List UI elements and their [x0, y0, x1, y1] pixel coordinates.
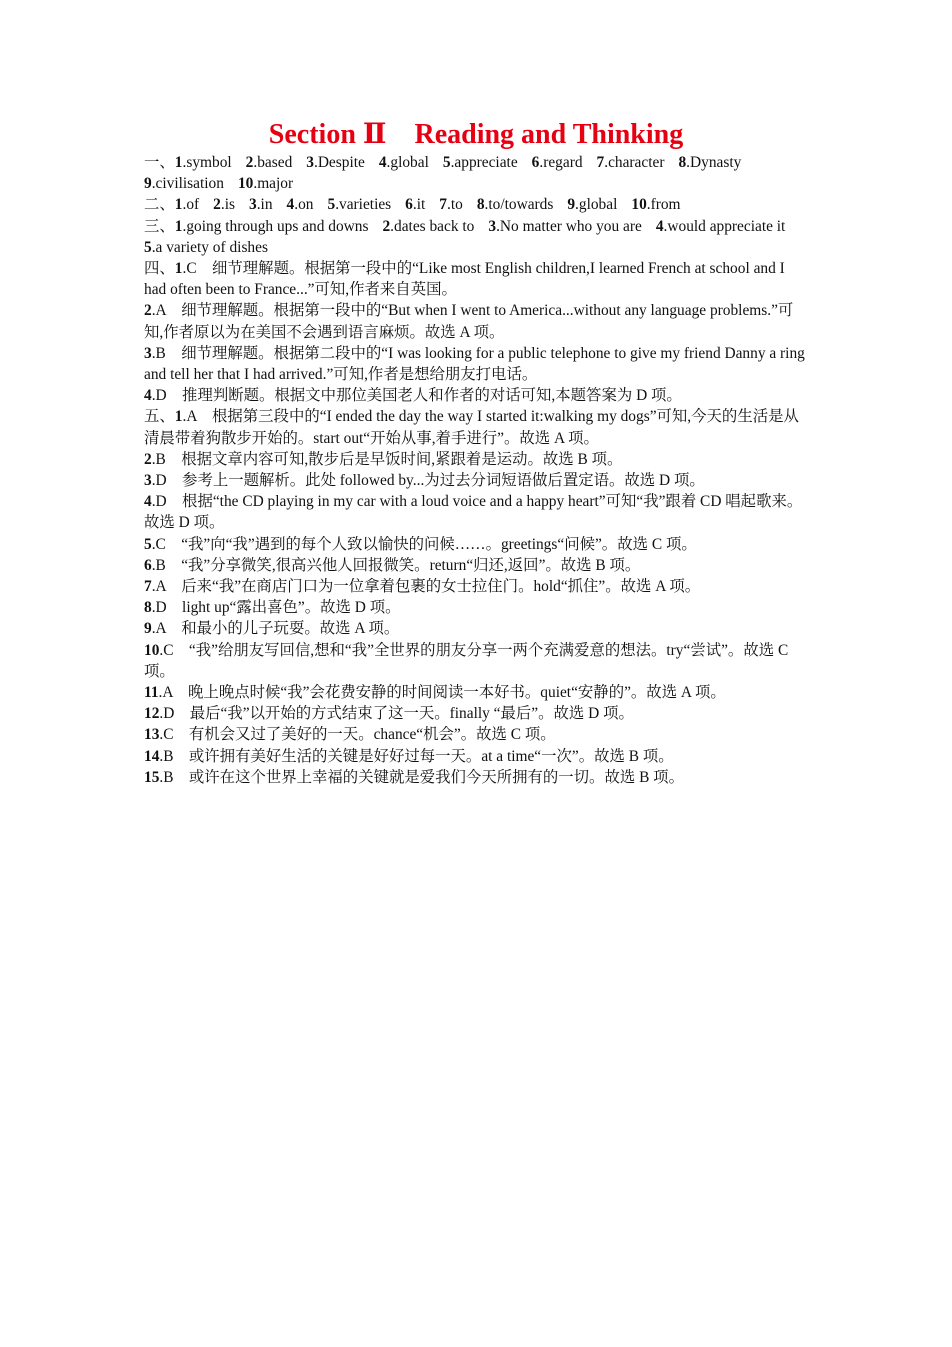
part5-item: 10.C “我”给朋友写回信,想和“我”全世界的朋友分享一两个充满爱意的想法。try“尝试”。故选 C 项。 — [144, 641, 789, 680]
part5-item: 5.C “我”向“我”遇到的每个人致以愉快的问候……。greetings“问候”。故选 C 项。 — [144, 535, 697, 553]
answer-item: 5.varieties — [327, 196, 392, 214]
part5-item: 4.D 根据“the CD playing in my car with a loud voice and a happy heart”可知“我”跟着 CD 唱起歌来。故选 D 项。 — [144, 493, 803, 532]
part5-item: 8.D light up“露出喜色”。故选 D 项。 — [144, 599, 401, 617]
part5-item: 五、1.A 根据第三段中的“I ended the day the way I started it:walking my dogs”可知,今天的生活是从清晨带着狗散步开始的。start out“开始从事,着手进行”。故选 A 项。 — [144, 408, 799, 447]
answer-item: 5.appreciate — [442, 154, 518, 171]
part1-line2 — [144, 173, 808, 194]
part4-item: 3.B 细节理解题。根据第二段中的“I was looking for a public telephone to give my friend Danny a ring and tell her that I had arrived.”可知,作者是想给朋友打电话。 — [144, 344, 805, 383]
part5-item: 6.B “我”分享微笑,很高兴他人回报微笑。return“归还,返回”。故选 B 项。 — [144, 556, 641, 574]
part2-prefix: 二、 — [144, 196, 175, 214]
part5-item: 3.D 参考上一题解析。此处 followed by...为过去分词短语做后置定语。故选 D 项。 — [144, 472, 705, 489]
answer-item: 2.based — [245, 154, 293, 171]
part5-item: 2.B 根据文章内容可知,散步后是早饭时间,紧跟着是运动。故选 B 项。 — [144, 450, 623, 468]
answer-item: 4.would appreciate it — [655, 217, 786, 235]
answer-item: 1.of — [174, 196, 200, 214]
part5-item: 13.C 有机会又过了美好的一天。chance“机会”。故选 C 项。 — [144, 726, 556, 744]
answer-item: 6.it — [405, 196, 426, 214]
answer-item: 7.to — [439, 196, 463, 214]
answer-item: 1.symbol — [174, 154, 232, 171]
answer-item: 9.global — [567, 196, 618, 214]
answer-item: 3.in — [249, 196, 273, 214]
part2-line — [144, 194, 808, 215]
answer-item: 7.character — [596, 154, 665, 171]
page-title: Section Ⅱ Reading and Thinking — [268, 119, 684, 150]
part5-prefix: 五、 — [144, 408, 175, 426]
answer-item: 8.to/towards — [476, 196, 554, 214]
part5-item: 15.B 或许在这个世界上幸福的关键就是爱我们今天所拥有的一切。故选 B 项。 — [144, 768, 684, 786]
answer-item: 10.from — [631, 196, 681, 214]
part5-item: 7.A 后来“我”在商店门口为一位拿着包裹的女士拉住门。hold“抓住”。故选 A 项。 — [144, 578, 701, 596]
answer-item: 5.a variety of dishes — [144, 238, 268, 256]
part5-item: 14.B 或许拥有美好生活的关键是好好过每一天。at a time“一次”。故选 B 项。 — [144, 747, 674, 765]
answer-item: 6.regard — [531, 154, 583, 171]
answer-item: 1.going through ups and downs — [174, 217, 369, 235]
answer-item: 10.major — [237, 175, 294, 193]
part1-line1 — [144, 152, 808, 173]
part4-prefix: 四、 — [144, 259, 175, 277]
answer-content — [144, 152, 808, 788]
answer-item: 3.Despite — [306, 154, 365, 171]
answer-item: 3.No matter who you are — [488, 217, 642, 235]
part5-item: 11.A 晚上晚点时候“我”会花费安静的时间阅读一本好书。quiet“安静的”。故选 A 项。 — [144, 684, 726, 702]
part3-prefix: 三、 — [144, 217, 175, 235]
answer-item: 9.civilisation — [144, 175, 224, 193]
part4-item: 2.A 细节理解题。根据第一段中的“But when I went to America...without any language problems.”可知,作者原以为在美国不会遇到语言麻烦。故选 A 项。 — [144, 302, 794, 341]
part1-prefix: 一、 — [144, 154, 175, 171]
answer-item: 4.global — [378, 154, 429, 171]
answer-item: 8.Dynasty — [678, 154, 742, 171]
answer-item: 2.is — [213, 196, 235, 214]
answer-item: 4.on — [286, 196, 314, 214]
part4-item: 4.D 推理判断题。根据文中那位美国老人和作者的对话可知,本题答案为 D 项。 — [144, 387, 682, 405]
answer-item: 2.dates back to — [382, 217, 475, 235]
part4-item: 四、1.C 细节理解题。根据第一段中的“Like most English children,I learned French at school and I had often been to France...”可知,作者来自英国。 — [144, 259, 785, 299]
part5-item: 12.D 最后“我”以开始的方式结束了这一天。finally “最后”。故选 D 项。 — [144, 705, 634, 723]
part5-item: 9.A 和最小的儿子玩耍。故选 A 项。 — [144, 620, 400, 638]
part3-block — [144, 216, 808, 258]
